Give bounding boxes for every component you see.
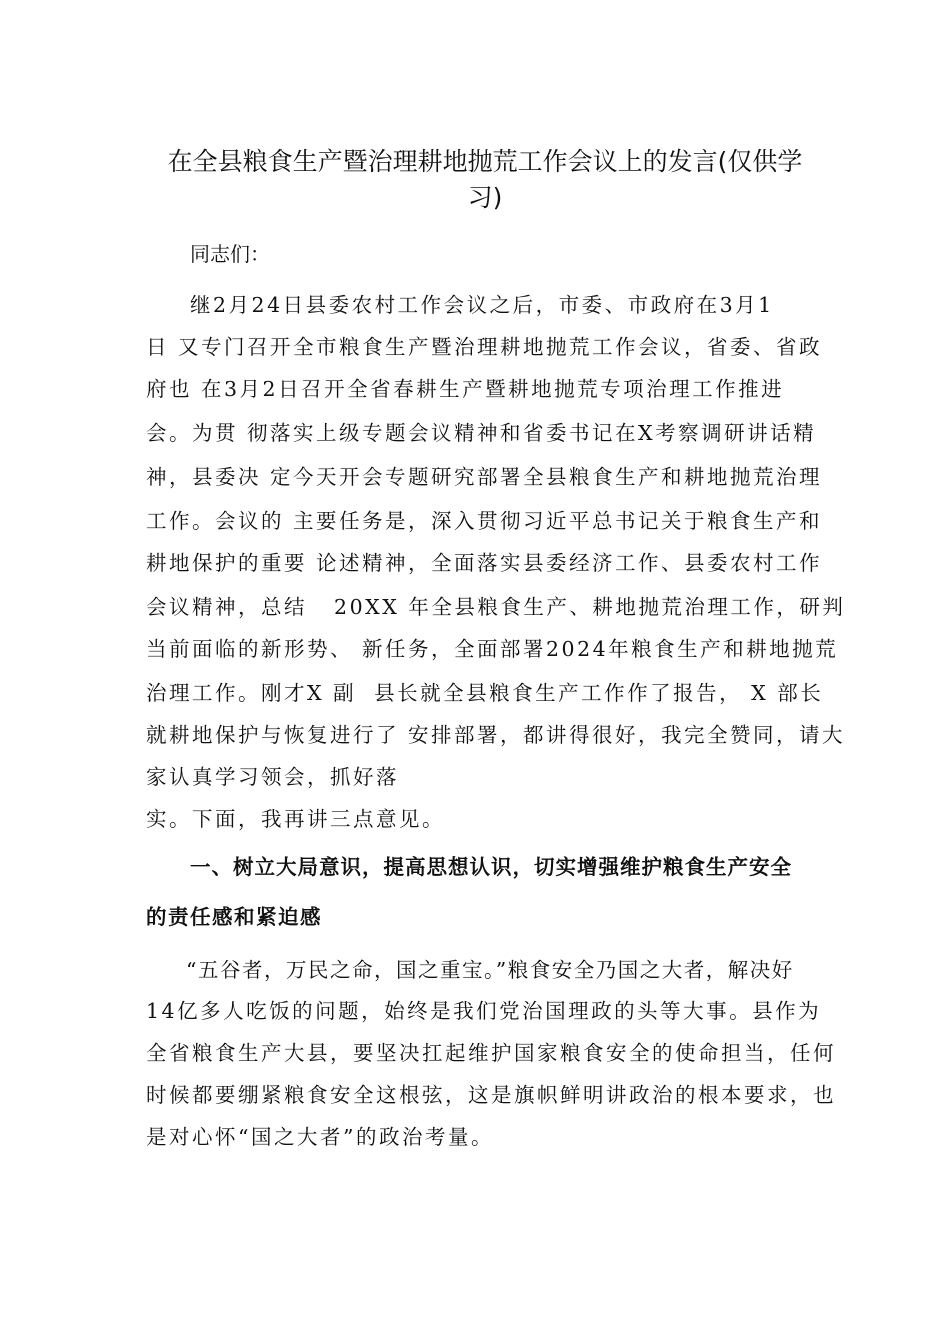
- paragraph1-line: 会。为贯 彻落实上级专题会议精神和省委书记在X考察调研讲话精: [146, 421, 817, 445]
- paragraph2-line: 14亿多人吃饭的问题，始终是我们党治国理政的头等大事。县作为: [146, 999, 822, 1023]
- paragraph2-line: “五谷者，万民之命，国之重宝。”粮食安全乃国之大者，解决好: [186, 958, 794, 982]
- paragraph1-line: 神，县委决 定今天开会专题研究部署全县粮食生产和耕地抛荒治理: [146, 465, 823, 489]
- paragraph1-line: 治理工作。刚才X 副 县长就全县粮食生产工作作了报告， X 部长: [146, 681, 824, 705]
- paragraph1-line: 府也 在3月2日召开全省春耕生产暨耕地抛荒专项治理工作推进: [146, 377, 785, 401]
- section-heading: 一、树立大局意识，提高思想认识，切实增强维护粮食生产安全: [190, 855, 792, 879]
- paragraph1-line: 继2月24日县委农村工作会议之后，市委、市政府在3月1: [190, 293, 774, 317]
- paragraph1-line: 实。下面，我再讲三点意见。: [146, 807, 445, 831]
- section-heading: 的责任感和紧迫感: [146, 905, 322, 929]
- document-title: 在全县粮食生产暨治理耕地抛荒工作会议上的发言(仅供学习): [167, 147, 803, 212]
- paragraph1-line: 工作。会议的 主要任务是，深入贯彻习近平总书记关于粮食生产和: [146, 509, 823, 533]
- paragraph1-line: 家认真学习领会，抓好落: [146, 765, 399, 789]
- paragraph1-line: 日 又专门召开全市粮食生产暨治理耕地抛荒工作会议，省委、省政: [146, 335, 823, 359]
- paragraph1-line: 会议精神，总结 20XX 年全县粮食生产、耕地抛荒治理工作，研判: [146, 595, 846, 619]
- paragraph1-line: 耕地保护的重要 论述精神，全面落实县委经济工作、县委农村工作: [146, 551, 823, 575]
- paragraph1-line: 就耕地保护与恢复进行了 安排部署，都讲得很好，我完全赞同，请大: [146, 723, 846, 747]
- paragraph1-line: 当前面临的新形势、 新任务，全面部署2024年粮食生产和耕地抛荒: [146, 637, 839, 661]
- paragraph2-line: 时候都要绷紧粮食安全这根弦，这是旗帜鲜明讲政治的根本要求，也: [146, 1083, 836, 1107]
- paragraph2-line: 全省粮食生产大县，要坚决扛起维护国家粮食安全的使命担当，任何: [146, 1041, 836, 1065]
- salutation: 同志们：: [190, 242, 270, 266]
- paragraph2-line: 是对心怀“国之大者”的政治考量。: [146, 1125, 494, 1149]
